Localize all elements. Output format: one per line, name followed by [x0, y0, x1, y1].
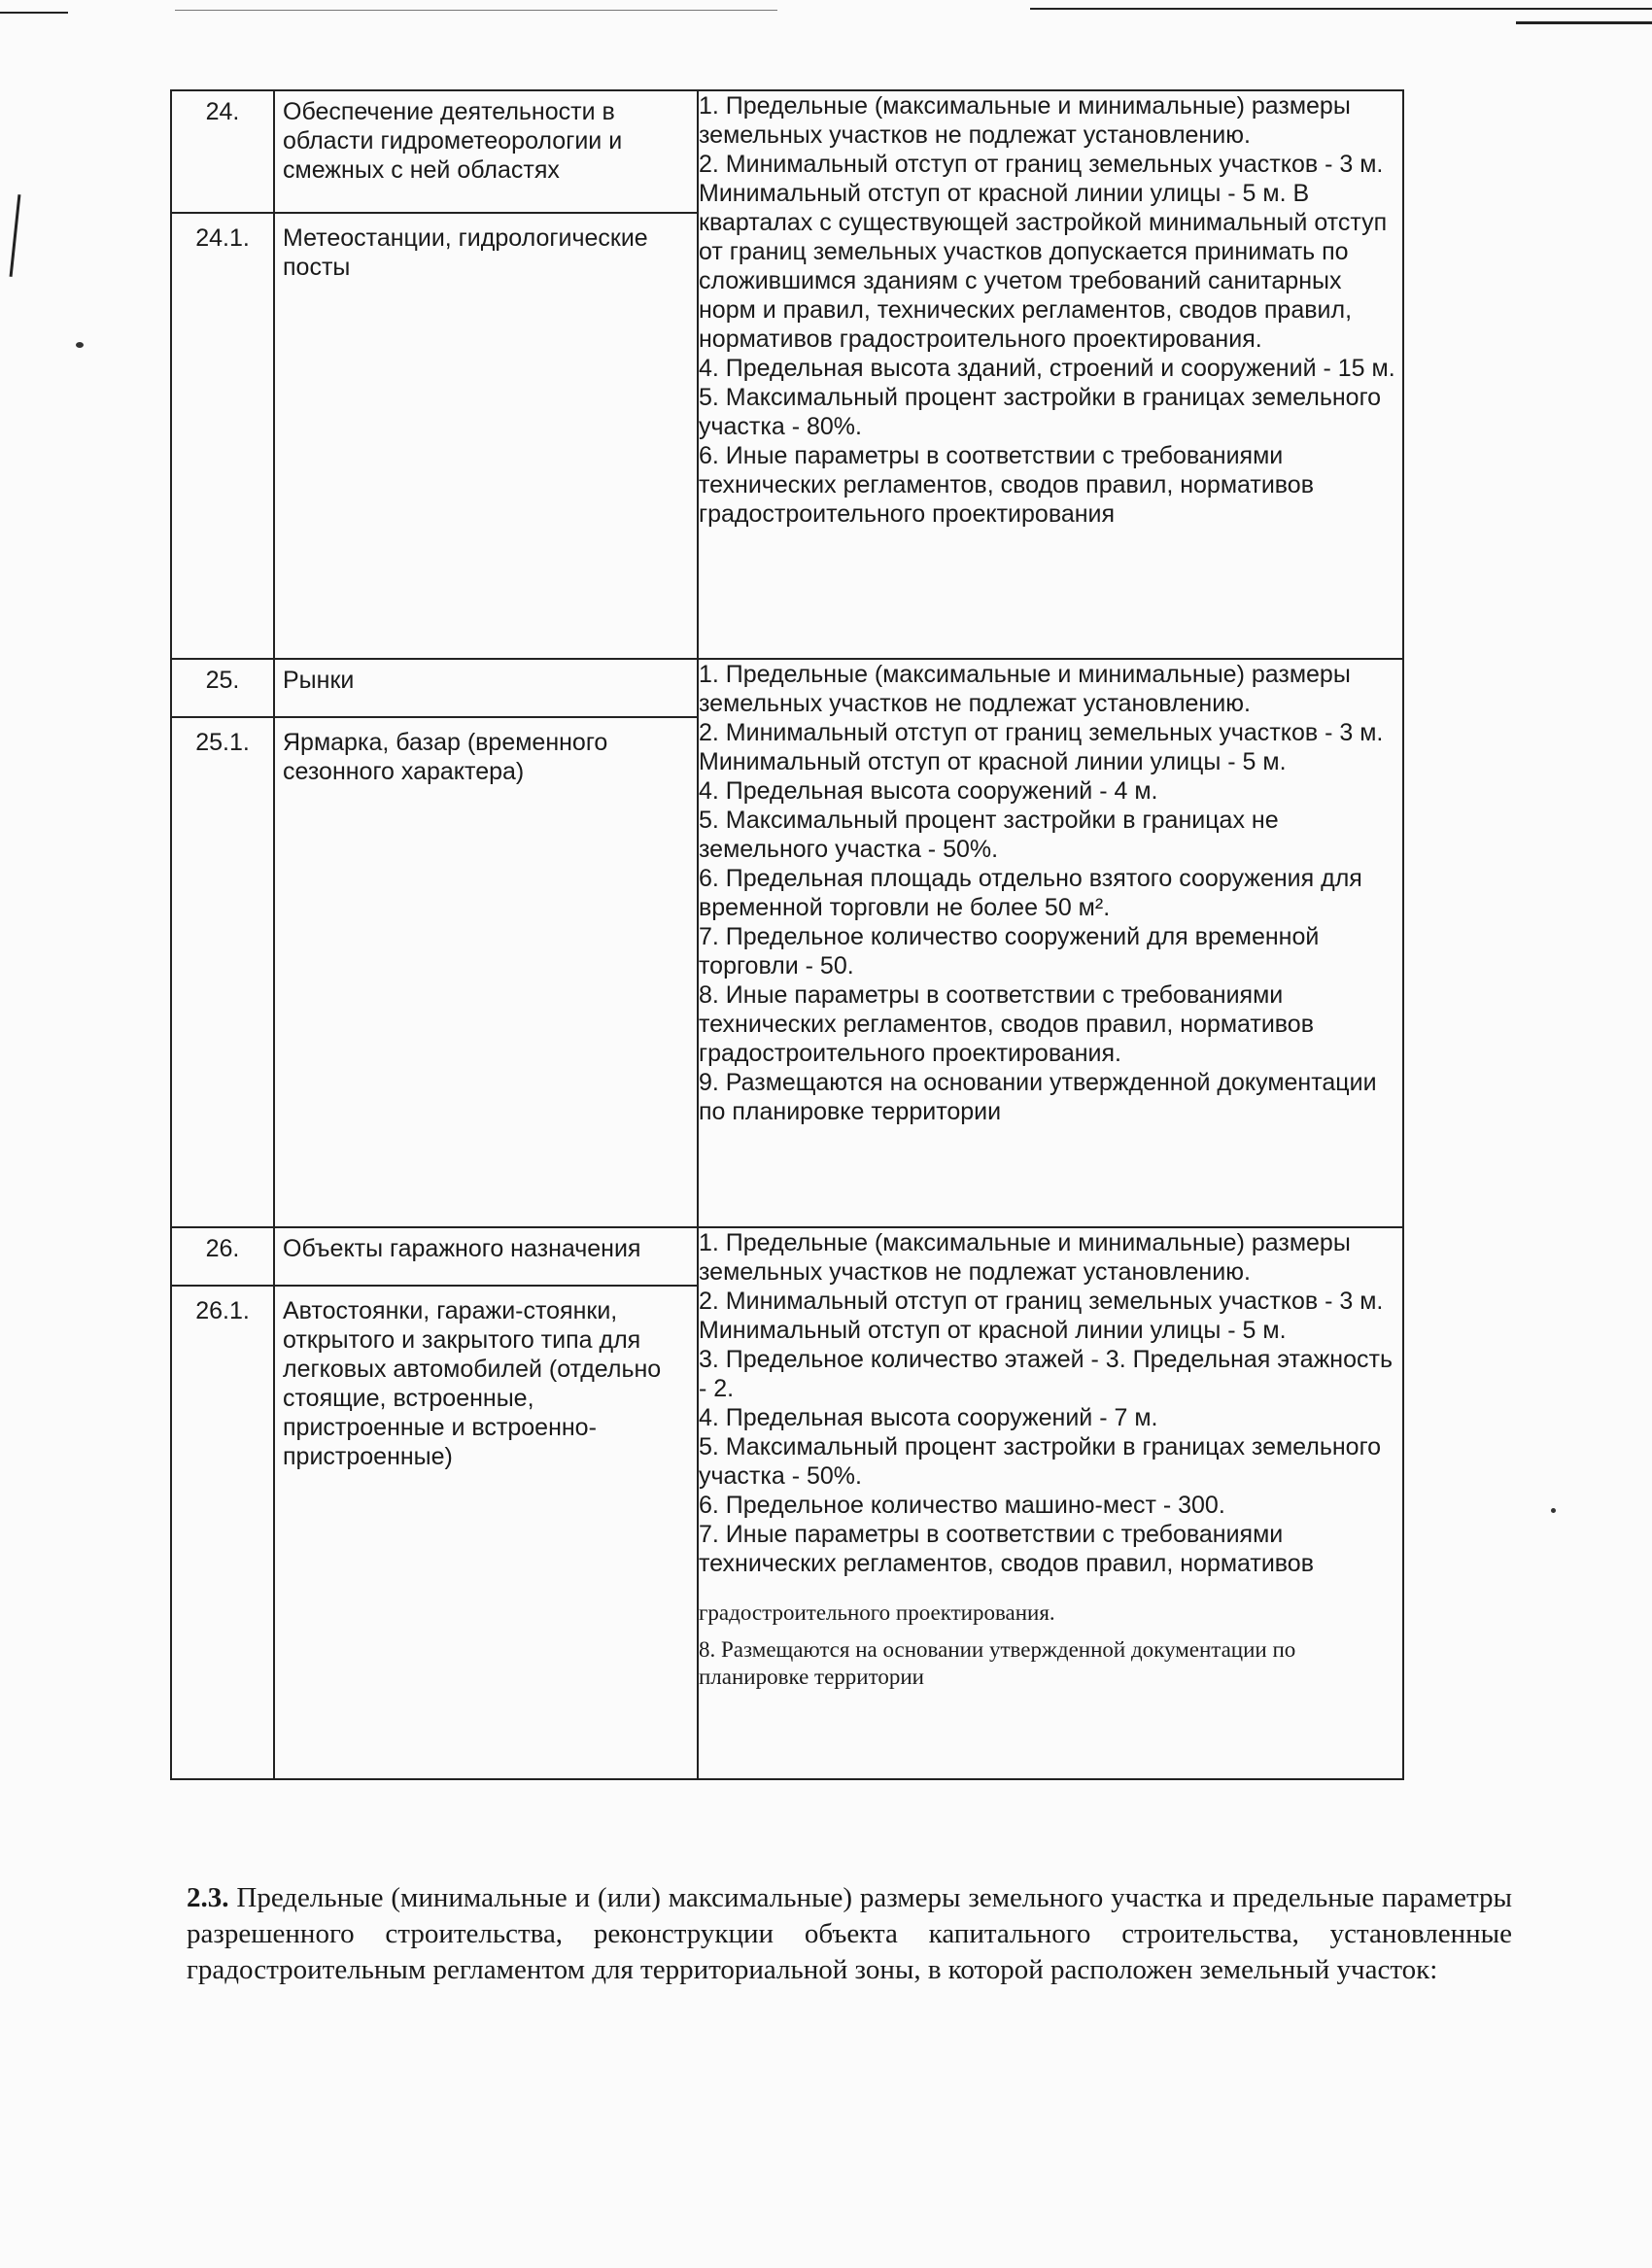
group-number: 24.: [172, 91, 273, 214]
param-text: 2. Минимальный отступ от границ земельных участков - 3 м. Минимальный отступ от красной линии улицы - 5 м. В кварталах с существующей застройкой минимальный отступ от границ земельных участков допускается принимать по сложившимся зданиям с учетом требований санитарных норм и правил, технических регламентов, сводов правил, нормативов градостроительного проектирования.: [699, 151, 1388, 353]
table-row: [171, 659, 1403, 1227]
row-name-cell: [274, 1227, 698, 1779]
group-name: Рынки: [275, 660, 697, 718]
group-name: Обеспечение деятельности в области гидрометеорологии и смежных с ней областях: [275, 91, 697, 214]
row-number-cell: [171, 1227, 274, 1779]
param-text: 3. Предельное количество этажей - 3. Предельная этажность - 2.: [699, 1346, 1393, 1402]
item-number: 25.1.: [195, 729, 250, 756]
param-text: 1. Предельные (максимальные и минимальные) размеры земельных участков не подлежат установлению.: [699, 1229, 1351, 1286]
param-text: градостроительного проектирования.: [699, 1600, 1055, 1625]
row-params-cell: [698, 1227, 1403, 1779]
param-text: 6. Предельная площадь отдельно взятого сооружения для временной торговли не более 50 м².: [699, 865, 1362, 921]
scan-artifact-line: [1516, 21, 1652, 24]
item-name: Метеостанции, гидрологические посты: [283, 224, 648, 281]
item-number: 24.1.: [195, 224, 250, 252]
section-number: 2.3.: [187, 1882, 229, 1913]
param-text: 6. Иные параметры в соответствии с требованиями технических регламентов, сводов правил, нормативов градостроительного проектирования: [699, 442, 1314, 528]
param-text: 7. Предельное количество сооружений для временной торговли - 50.: [699, 923, 1320, 979]
scan-artifact-line: [1030, 8, 1652, 10]
scan-artifact-line: [10, 194, 21, 277]
row-params-cell: [698, 659, 1403, 1227]
section-paragraph: [187, 1880, 1512, 1988]
group-number: 25.: [172, 660, 273, 718]
item-name: Ярмарка, базар (временного сезонного характера): [283, 729, 608, 785]
row-params-cell: [698, 90, 1403, 659]
scan-artifact-line: [175, 10, 777, 11]
scan-artifact-dot: [76, 342, 84, 348]
item-number: 26.1.: [195, 1297, 250, 1324]
param-text: 4. Предельная высота сооружений - 4 м.: [699, 777, 1158, 805]
param-text: 4. Предельная высота сооружений - 7 м.: [699, 1404, 1158, 1431]
param-text: 1. Предельные (максимальные и минимальные) размеры земельных участков не подлежат установлению.: [699, 661, 1351, 717]
group-number: 26.: [172, 1228, 273, 1287]
param-text: 9. Размещаются на основании утвержденной документации по планировке территории: [699, 1069, 1377, 1125]
row-number-cell: [171, 659, 274, 1227]
item-name: Автостоянки, гаражи-стоянки, открытого и закрытого типа для легковых автомобилей (отдельно стоящие, встроенные, пристроенные и встроенно-пристроенные): [283, 1297, 662, 1470]
param-text: 7. Иные параметры в соответствии с требованиями технических регламентов, сводов правил, нормативов: [699, 1521, 1314, 1577]
param-text: 2. Минимальный отступ от границ земельных участков - 3 м. Минимальный отступ от красной линии улицы - 5 м.: [699, 1288, 1384, 1344]
group-name: Объекты гаражного назначения: [275, 1228, 697, 1287]
param-text: 5. Максимальный процент застройки в границах земельного участка - 80%.: [699, 384, 1382, 440]
param-text: 4. Предельная высота зданий, строений и сооружений - 15 м.: [699, 355, 1395, 382]
param-text: 6. Предельное количество машино-мест - 300.: [699, 1492, 1225, 1519]
scan-artifact-line: [0, 12, 68, 14]
table-row: [171, 1227, 1403, 1779]
row-name-cell: [274, 659, 698, 1227]
param-text: 1. Предельные (максимальные и минимальные) размеры земельных участков не подлежат установлению.: [699, 92, 1351, 149]
scan-artifact-dot: [1551, 1508, 1556, 1513]
regulations-table: [170, 89, 1404, 1780]
table-row: [171, 90, 1403, 659]
param-text: 8. Размещаются на основании утвержденной документации по планировке территории: [699, 1637, 1296, 1689]
param-text: 5. Максимальный процент застройки в границах земельного участка - 50%.: [699, 1433, 1382, 1490]
row-name-cell: [274, 90, 698, 659]
row-number-cell: [171, 90, 274, 659]
param-text: 8. Иные параметры в соответствии с требованиями технических регламентов, сводов правил, нормативов градостроительного проектирования.: [699, 981, 1314, 1067]
param-text: 2. Минимальный отступ от границ земельных участков - 3 м. Минимальный отступ от красной линии улицы - 5 м.: [699, 719, 1384, 775]
section-text: Предельные (минимальные и (или) максимальные) размеры земельного участка и предельные параметры разрешенного строительства, реконструкции объекта капитального строительства, установленные градостроительным регламентом для территориальной зоны, в которой расположен земельный участок:: [187, 1882, 1512, 1985]
param-text: 5. Максимальный процент застройки в границах не земельного участка - 50%.: [699, 807, 1279, 863]
